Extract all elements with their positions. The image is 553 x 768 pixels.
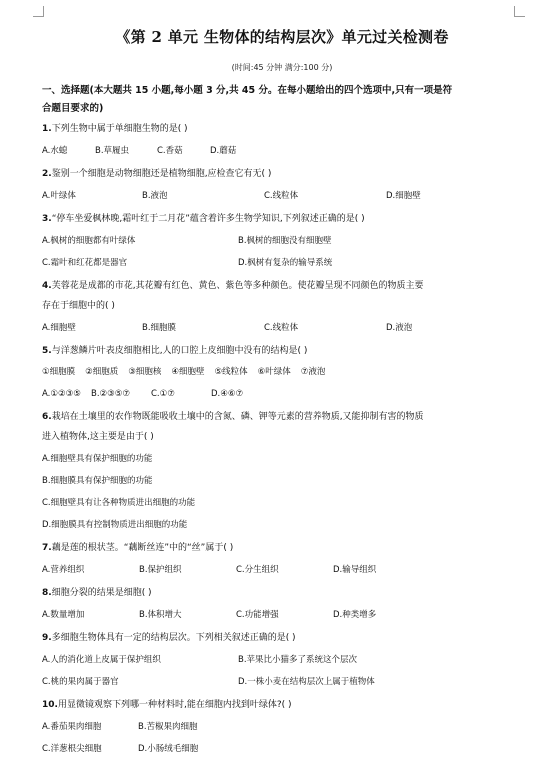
page-corner-mark-right [514,6,525,17]
question-4 [42,281,522,312]
question-6 [42,412,522,443]
question-4-options [42,323,522,334]
option-c[interactable]: C.线粒体 [264,323,299,333]
option-a[interactable]: A.细胞壁具有保护细胞的功能 [42,454,153,464]
structure-item: ⑥叶绿体 [257,367,291,377]
structure-item: ③细胞核 [128,367,162,377]
question-1 [42,124,522,135]
question-8 [42,588,522,599]
option-c[interactable]: C.分生组织 [236,565,279,575]
option-b[interactable]: B.液泡 [142,191,168,201]
question-2 [42,169,522,180]
question-5 [42,346,522,357]
section-heading-line-2: 合题目要求的) [42,103,104,114]
section-heading-line-1: 一、选择题(本大题共 15 小题,每小题 3 分,共 45 分。在每小题给出的四个选项中,只有一项是符 [42,85,453,96]
option-d[interactable]: D.细胞膜具有控制物质进出细胞的功能 [42,520,188,530]
structure-item: ①细胞膜 [42,367,76,377]
option-b[interactable]: B.苦椒果肉细胞 [138,722,198,732]
option-a[interactable]: A.①②③⑤ [42,389,81,399]
question-7-options [42,565,522,576]
structure-item: ②细胞质 [85,367,119,377]
option-b[interactable]: B.苹果比小猫多了系统这个层次 [238,655,358,665]
question-text: 多细胞生物体具有一定的结构层次。下列相关叙述正确的是( ) [51,633,296,643]
option-c[interactable]: C.桃的果肉属于器官 [42,677,119,687]
question-text: 藕是莲的根状茎。“藕断丝连”中的“丝”属于( ) [51,543,234,553]
question-text: 芙蓉花是成都的市花,其花瓣有红色、黄色、紫色等多种颜色。使花瓣呈现不同颜色的物质主要 [51,281,424,291]
question-5-structures [42,367,522,378]
option-c[interactable]: C.线粒体 [264,191,299,201]
option-d[interactable]: D.液泡 [386,323,413,333]
question-number: 4. [42,281,52,291]
option-a[interactable]: A.番茄果肉细胞 [42,722,102,732]
option-b[interactable]: B.草履虫 [95,146,130,156]
question-9 [42,633,522,644]
question-text-continued: 存在于细胞中的( ) [42,301,115,311]
option-d[interactable]: D.④⑥⑦ [211,389,244,399]
question-5-options [42,389,522,400]
question-8-options [42,610,522,621]
question-10-options-row-2 [42,744,522,755]
section-heading [42,82,522,118]
option-b[interactable]: B.②③⑤⑦ [91,389,131,399]
option-b[interactable]: B.体积增大 [139,610,182,620]
option-b[interactable]: B.细胞膜 [142,323,177,333]
question-text: 用显微镜观察下列哪一种材料时,能在细胞内找到叶绿体?( ) [57,700,292,710]
structure-item: ⑦液泡 [300,367,326,377]
question-9-options-row-2 [42,677,522,688]
page-title: 《第 2 单元 生物体的结构层次》单元过关检测卷 [115,28,449,46]
question-9-options-row-1 [42,655,522,666]
question-2-options [42,191,522,202]
option-b[interactable]: B.枫树的细胞没有细胞壁 [238,236,332,246]
option-d[interactable]: D.一株小麦在结构层次上属于植物体 [238,677,375,687]
question-number: 5. [42,346,52,356]
option-a[interactable]: A.枫树的细胞都有叶绿体 [42,236,136,246]
question-text: 栽培在土壤里的农作物既能吸收土壤中的含氮、磷、钾等元素的营养物质,又能抑制有害的物质 [51,412,424,422]
option-c[interactable]: C.功能增强 [236,610,279,620]
question-text-continued: 进入植物体,这主要是由于( ) [42,432,154,442]
question-number: 8. [42,588,52,598]
question-10-options-row-1 [42,722,522,733]
exam-page [42,18,522,755]
option-a[interactable]: A.数量增加 [42,610,85,620]
option-c[interactable]: C.细胞壁具有让各种物质进出细胞的功能 [42,498,196,508]
option-c[interactable]: C.①⑦ [151,389,175,399]
option-d[interactable]: D.蘑菇 [210,146,237,156]
option-a[interactable]: A.人的消化道上皮属于保护组织 [42,655,161,665]
question-1-options [42,146,522,157]
page-corner-mark-left [33,6,44,17]
question-text: 下列生物中属于单细胞生物的是( ) [51,124,188,134]
question-number: 7. [42,543,52,553]
option-b[interactable]: B.保护组织 [139,565,182,575]
question-3 [42,214,522,225]
question-3-options-row-1 [42,236,522,247]
question-10 [42,700,522,711]
option-b[interactable]: B.细胞膜具有保护细胞的功能 [42,476,153,486]
question-text: 与洋葱鳞片叶表皮细胞相比,人的口腔上皮细胞中没有的结构是( ) [51,346,308,356]
option-c[interactable]: C.霜叶和红花都是器官 [42,258,128,268]
option-d[interactable]: D.输导组织 [333,565,377,575]
question-text: 细胞分裂的结果是细胞( ) [51,588,152,598]
exam-time-score: (时间:45 分钟 满分:100 分) [231,63,333,72]
option-a[interactable]: A.叶绿体 [42,191,76,201]
question-7 [42,543,522,554]
option-d[interactable]: D.细胞壁 [386,191,421,201]
question-text: “停车坐爱枫林晚,霜叶红于二月花”蕴含着许多生物学知识,下列叙述正确的是( ) [51,214,365,224]
structure-item: ⑤线粒体 [214,367,248,377]
option-c[interactable]: C.香菇 [157,146,183,156]
option-c[interactable]: C.洋葱根尖细胞 [42,744,102,754]
question-number: 6. [42,412,52,422]
question-number: 3. [42,214,52,224]
question-number: 10. [42,700,58,710]
option-d[interactable]: D.种类增多 [333,610,377,620]
option-a[interactable]: A.细胞壁 [42,323,76,333]
structure-item: ④细胞壁 [171,367,205,377]
question-number: 2. [42,169,52,179]
option-d[interactable]: D.小肠绒毛细胞 [138,744,199,754]
question-number: 1. [42,124,52,134]
question-3-options-row-2 [42,258,522,269]
option-a[interactable]: A.营养组织 [42,565,85,575]
question-text: 鉴别一个细胞是动物细胞还是植物细胞,应检查它有无( ) [51,169,272,179]
option-d[interactable]: D.枫树有复杂的输导系统 [238,258,333,268]
option-a[interactable]: A.水螅 [42,146,68,156]
question-number: 9. [42,633,52,643]
